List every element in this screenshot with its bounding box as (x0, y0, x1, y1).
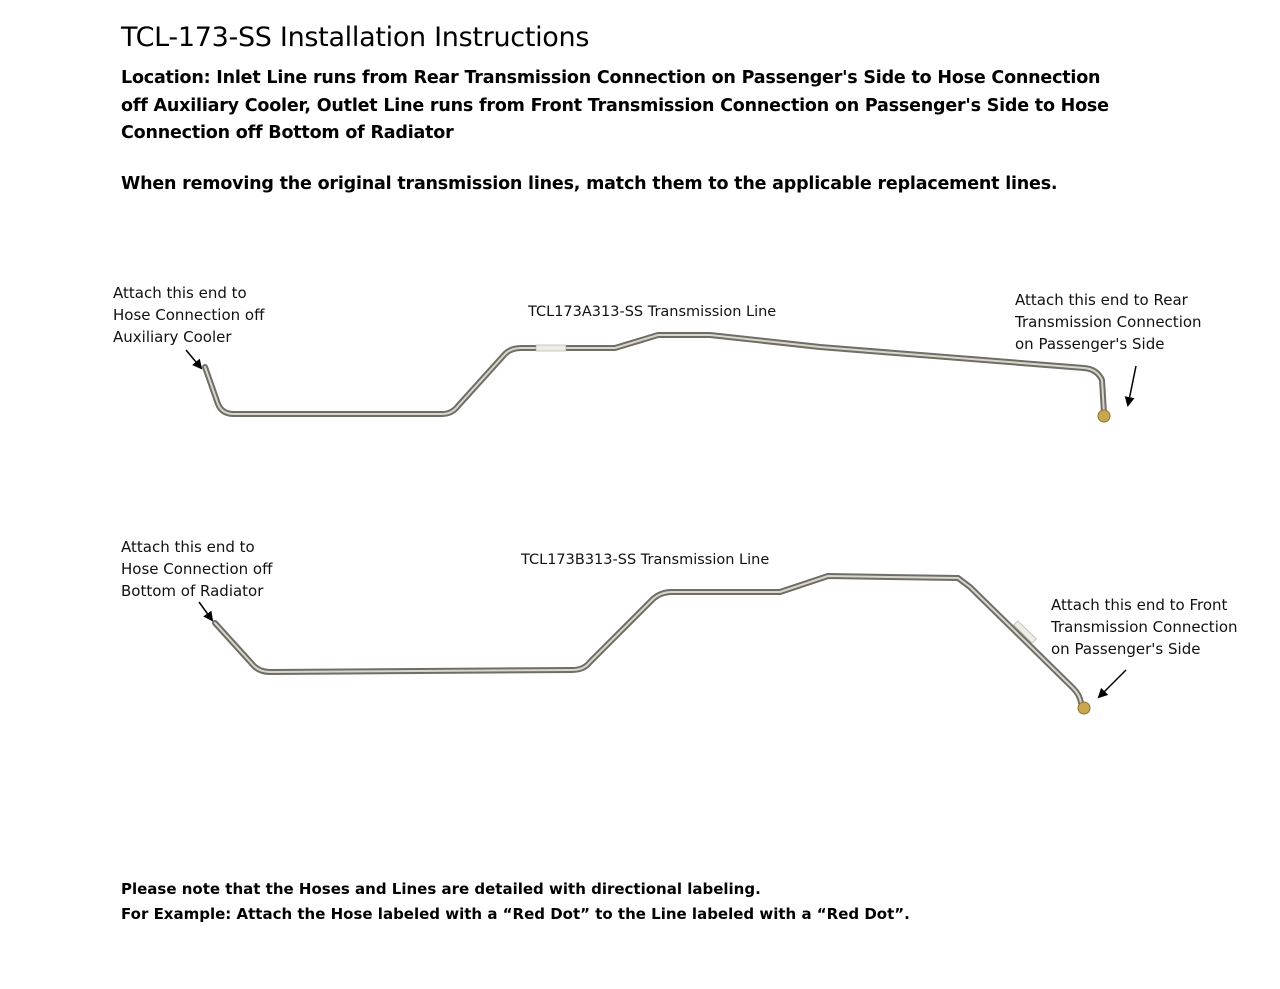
note-line: Attach this end to (121, 538, 255, 556)
note-line: Hose Connection off (121, 560, 273, 578)
note-line: Bottom of Radiator (121, 582, 264, 600)
matching-instruction: When removing the original transmission lines, match them to the applicable replacement lines. (121, 174, 1058, 194)
note-line: Hose Connection off (113, 306, 265, 324)
line-a-label: TCL173A313-SS Transmission Line (528, 304, 777, 320)
tube-line-b (215, 576, 1090, 714)
location-line: Connection off Bottom of Radiator (121, 123, 454, 143)
note-line: Attach this end to (113, 284, 247, 302)
note-line: Attach this end to Front (1051, 596, 1228, 614)
arrow-icon (1128, 366, 1136, 405)
note-line: Transmission Connection (1015, 313, 1202, 331)
note-line: Auxiliary Cooler (113, 328, 232, 346)
location-line: off Auxiliary Cooler, Outlet Line runs from Front Transmission Connection on Passenger's Side to Hose (121, 95, 1109, 116)
footer-note (121, 877, 910, 927)
note-line: Attach this end to Rear (1015, 291, 1188, 309)
page-title: TCL-173-SS Installation Instructions (121, 22, 590, 53)
location-line: Location: Inlet Line runs from Rear Transmission Connection on Passenger's Side to Hose Connection (121, 68, 1101, 88)
footer-line: Please note that the Hoses and Lines are detailed with directional labeling. (121, 880, 761, 898)
arrow-icon (1099, 670, 1126, 697)
arrow-icon (186, 350, 201, 368)
note-line: on Passenger's Side (1015, 335, 1165, 353)
part-label-sticker (536, 345, 566, 351)
note-line: on Passenger's Side (1051, 640, 1201, 658)
note-line: Transmission Connection (1051, 618, 1238, 636)
line-b-label: TCL173B313-SS Transmission Line (521, 552, 770, 568)
tube-line-a (205, 335, 1110, 422)
arrow-icon (199, 602, 212, 620)
fitting-icon (1098, 410, 1110, 422)
fitting-icon (1078, 702, 1090, 714)
footer-line: For Example: Attach the Hose labeled with a “Red Dot” to the Line labeled with a “Red Dot”. (121, 905, 910, 923)
